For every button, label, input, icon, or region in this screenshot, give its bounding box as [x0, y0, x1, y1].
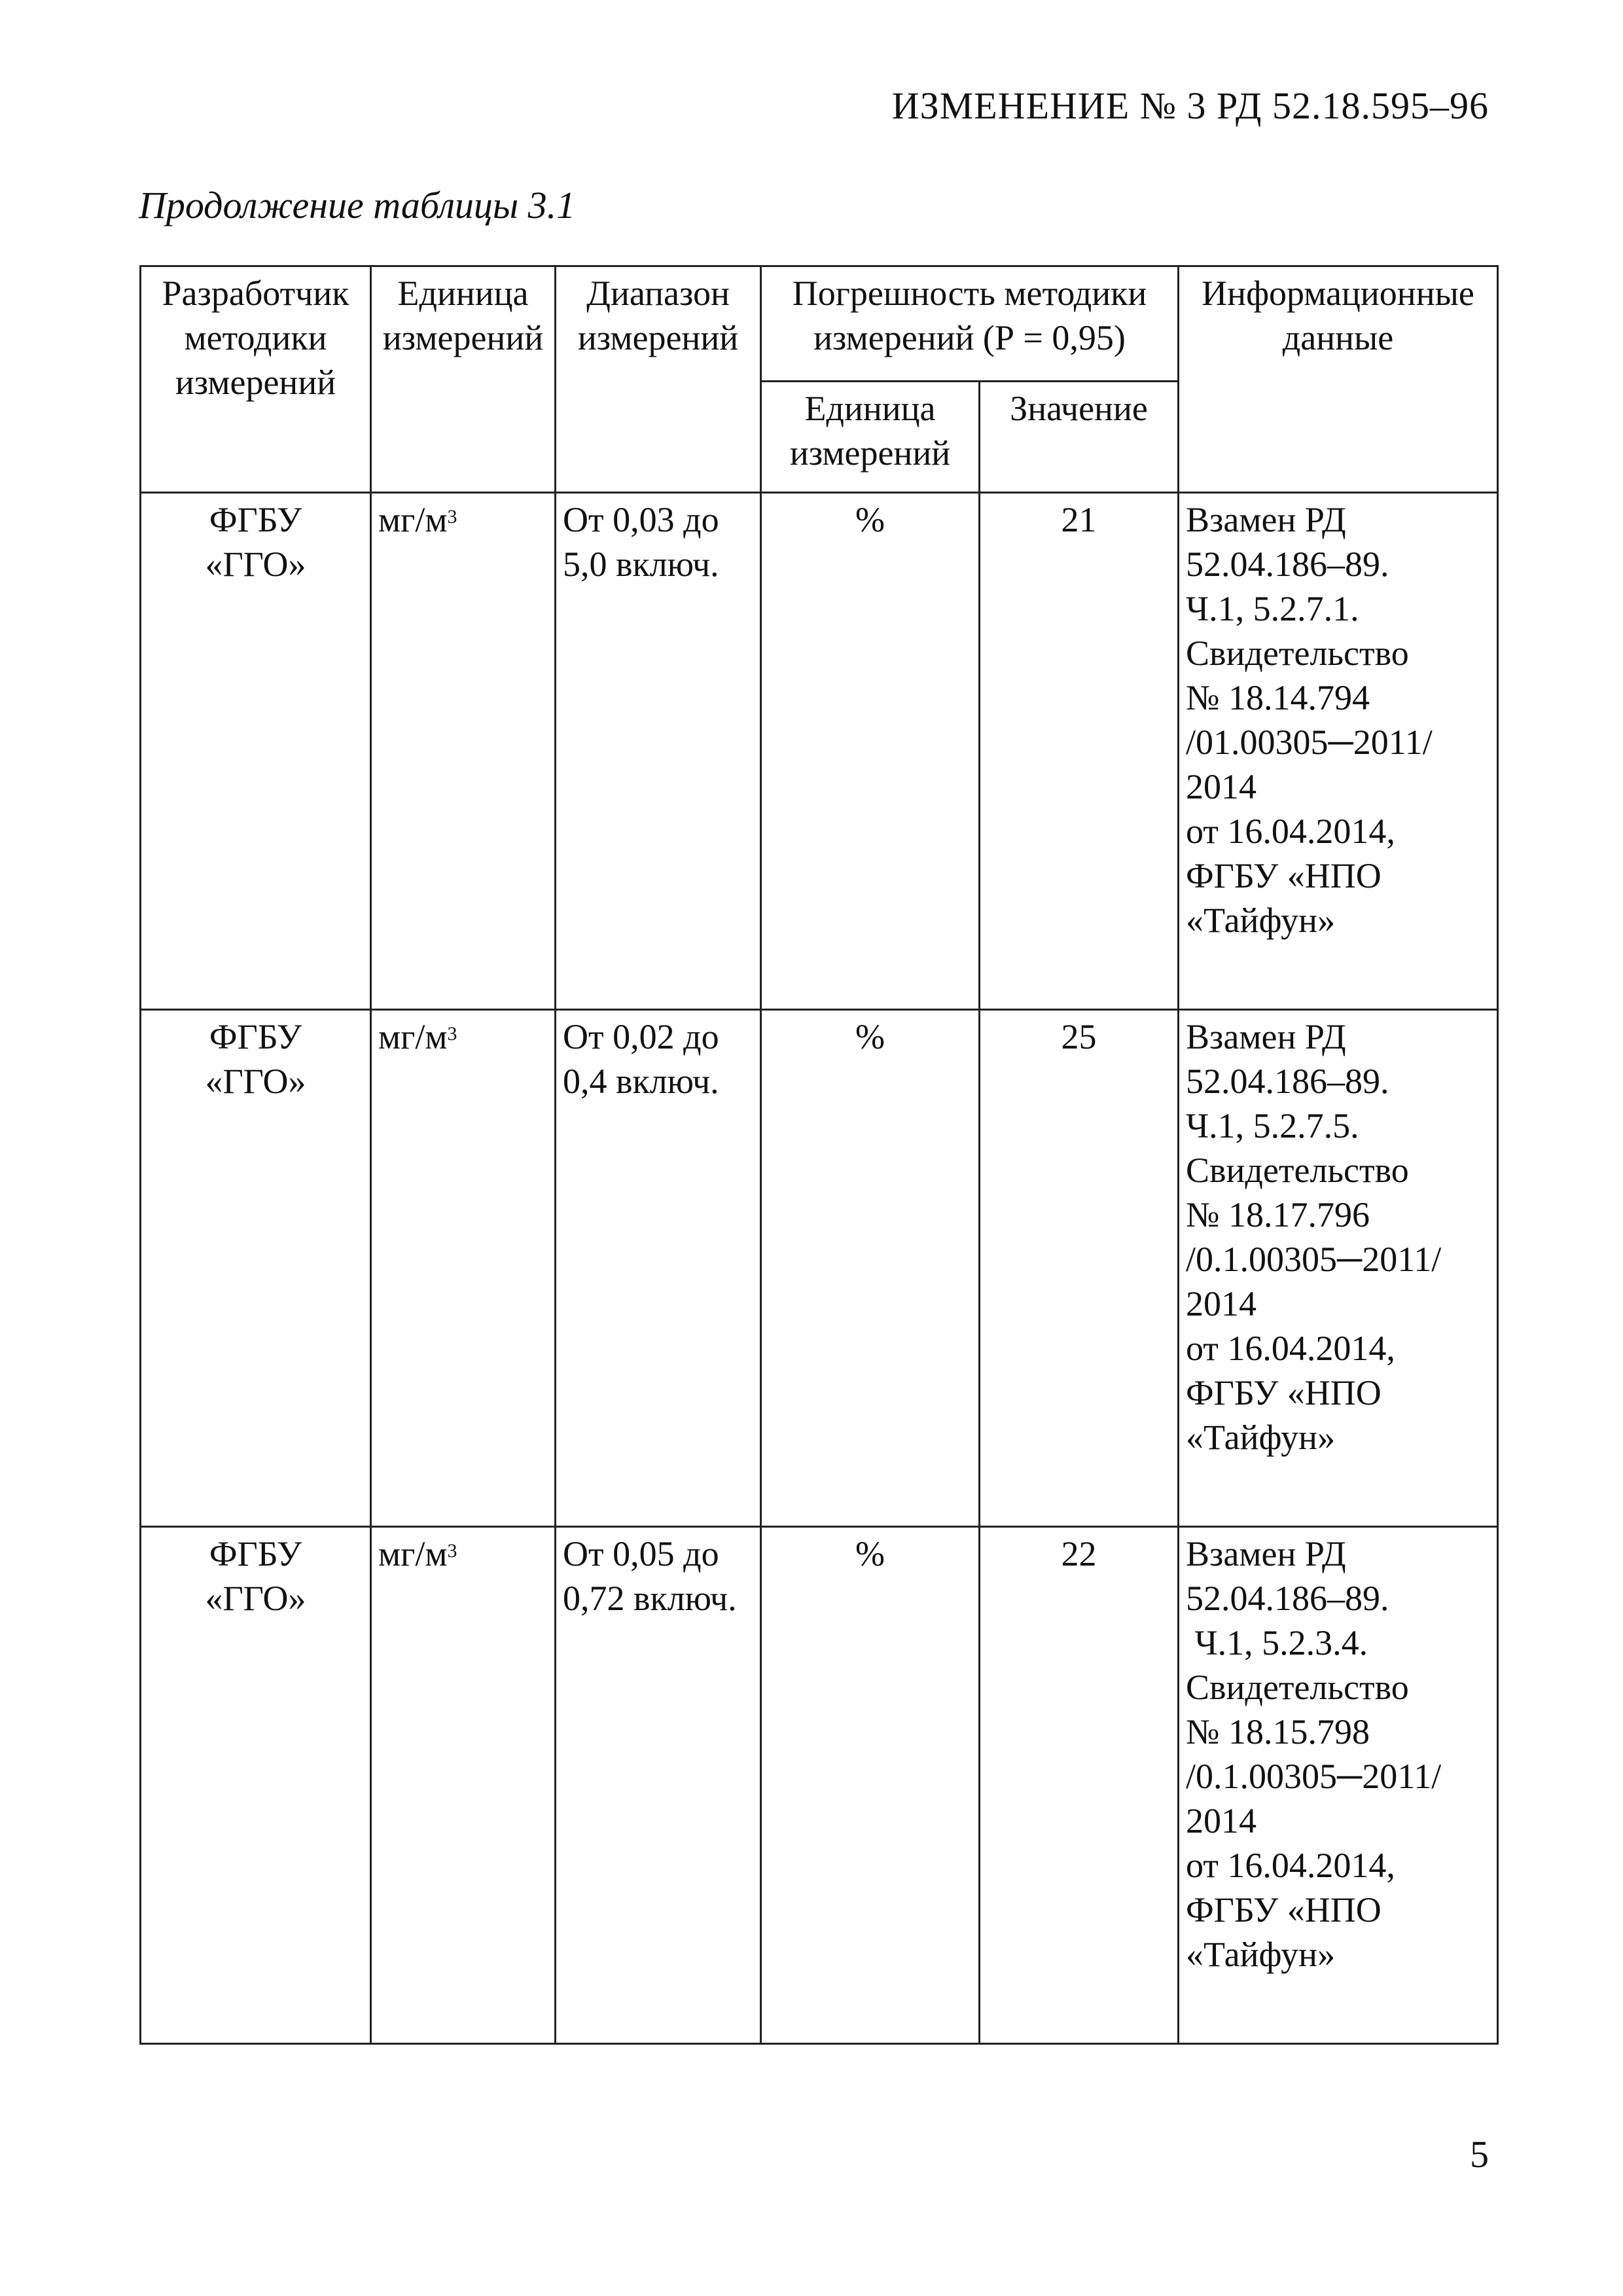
header-info: Информационные данные — [1179, 266, 1498, 493]
table-row — [141, 1527, 1498, 2044]
cell-error-unit: % — [761, 1010, 980, 1527]
cell-unit: $мг/м^3$ — [371, 493, 556, 1010]
cell-info: Взамен РД 52.04.186–89. Ч.1, 5.2.7.1. Свидетельство № 18.14.794 /01.00305─2011/ 2014 от 16.04.2014, ФГБУ «НПО «Тайфун» — [1179, 493, 1498, 1010]
cell-error-value: 21 — [980, 493, 1179, 1010]
cell-range: От 0,02 до 0,4 включ. — [556, 1010, 761, 1527]
cell-developer: ФГБУ «ГГО» — [141, 493, 371, 1010]
header-unit: Единица измерений — [371, 266, 556, 493]
cell-developer: ФГБУ «ГГО» — [141, 1010, 371, 1527]
header-error-unit: Единица измерений — [761, 382, 980, 493]
header-error-value: Значение — [980, 382, 1179, 493]
cell-unit: $мг/м^3$ — [371, 1010, 556, 1527]
header-developer: Разработчик методики измерений — [141, 266, 371, 493]
header-error: Погрешность методики измерений (Р = 0,95) — [761, 266, 1179, 382]
cell-info: Взамен РД 52.04.186–89. Ч.1, 5.2.3.4. Свидетельство № 18.15.798 /0.1.00305─2011/ 2014 от 16.04.2014, ФГБУ «НПО «Тайфун» — [1179, 1527, 1498, 2044]
cell-range: От 0,03 до 5,0 включ. — [556, 493, 761, 1010]
cell-info: Взамен РД 52.04.186–89. Ч.1, 5.2.7.5. Свидетельство № 18.17.796 /0.1.00305─2011/ 2014 от 16.04.2014, ФГБУ «НПО «Тайфун» — [1179, 1010, 1498, 1527]
table-row — [141, 493, 1498, 1010]
cell-error-unit: % — [761, 1527, 980, 2044]
cell-range: От 0,05 до 0,72 включ. — [556, 1527, 761, 2044]
document-header: ИЗМЕНЕНИЕ № 3 РД 52.18.595–96 — [891, 84, 1489, 127]
header-range: Диапазон измерений — [556, 266, 761, 493]
cell-developer: ФГБУ «ГГО» — [141, 1527, 371, 2044]
table-header-row — [141, 266, 1498, 382]
measurement-methods-table — [139, 265, 1499, 2045]
cell-error-value: 25 — [980, 1010, 1179, 1527]
cell-error-value: 22 — [980, 1527, 1179, 2044]
table-caption: Продолжение таблицы 3.1 — [139, 184, 576, 226]
page-number: 5 — [1470, 2133, 1489, 2176]
table-row — [141, 1010, 1498, 1527]
cell-error-unit: % — [761, 493, 980, 1010]
cell-unit: $мг/м^3$ — [371, 1527, 556, 2044]
